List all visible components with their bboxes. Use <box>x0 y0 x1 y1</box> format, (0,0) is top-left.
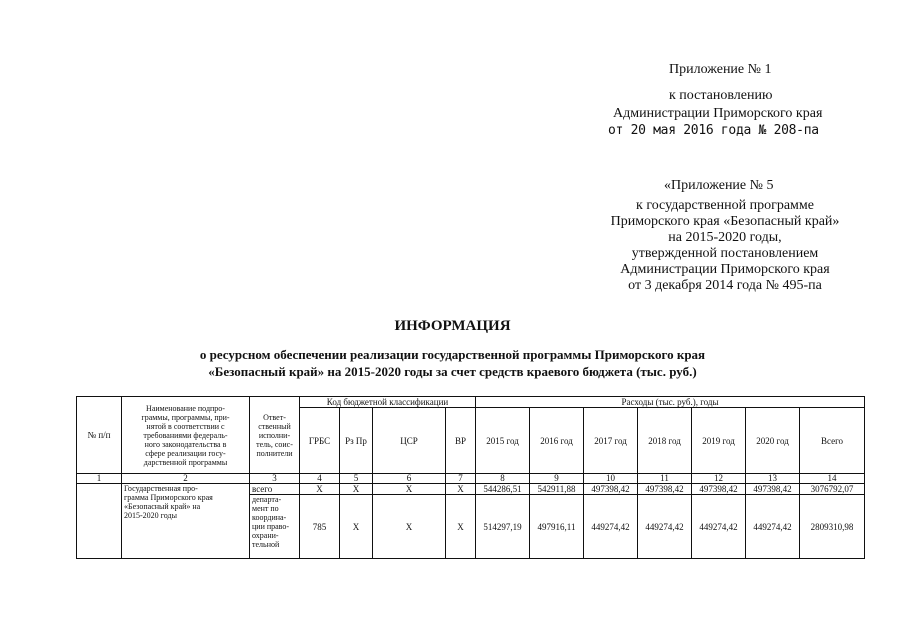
appendix-5-line: от 3 декабря 2014 года № 495-па <box>628 278 822 293</box>
column-number: 9 <box>530 474 584 484</box>
header-rzpr: Рз Пр <box>340 408 373 474</box>
column-number: 14 <box>800 474 865 484</box>
header-year-2017: 2017 год <box>584 408 638 474</box>
csr-cell: X <box>373 484 446 495</box>
value-cell: 497398,42 <box>692 484 746 495</box>
rzpr-cell: X <box>340 484 373 495</box>
header-year-2016: 2016 год <box>530 408 584 474</box>
column-number: 10 <box>584 474 638 484</box>
column-number: 3 <box>250 474 300 484</box>
column-number: 13 <box>746 474 800 484</box>
responsible-department-cell: департа- мент по координа- ции право- охрани- тельной <box>250 495 300 559</box>
grbs-cell: 785 <box>300 495 340 559</box>
document-subtitle-line-1: о ресурсном обеспечении реализации государственной программы Приморского края <box>199 347 706 362</box>
value-cell: 497398,42 <box>584 484 638 495</box>
header-total: Всего <box>800 408 865 474</box>
column-number: 1 <box>77 474 122 484</box>
column-number: 8 <box>476 474 530 484</box>
header-year-2018: 2018 год <box>638 408 692 474</box>
appendix-5-label: «Приложение № 5 <box>664 178 774 193</box>
csr-cell: X <box>373 495 446 559</box>
row-num-cell <box>77 484 122 559</box>
column-number: 4 <box>300 474 340 484</box>
appendix-5-line: утвержденной постановлением <box>631 246 819 261</box>
value-cell: 449274,42 <box>584 495 638 559</box>
document-subtitle-line-2: «Безопасный край» на 2015-2020 годы за счет средств краевого бюджета (тыс. руб.) <box>208 364 697 379</box>
header-responsible: Ответ- ственный исполни- тель, соис- полнители <box>250 397 300 474</box>
value-cell: 497398,42 <box>638 484 692 495</box>
header-vr: ВР <box>446 408 476 474</box>
header-year-2019: 2019 год <box>692 408 746 474</box>
appendix-5-line: Приморского края «Безопасный край» <box>610 214 840 229</box>
value-cell: 514297,19 <box>476 495 530 559</box>
header-expenses: Расходы (тыс. руб.), годы <box>476 397 865 408</box>
header-budget-code: Код бюджетной классификации <box>300 397 476 408</box>
rzpr-cell: X <box>340 495 373 559</box>
document-title: ИНФОРМАЦИЯ <box>394 318 511 334</box>
value-cell: 449274,42 <box>746 495 800 559</box>
appendix-5-details <box>590 198 860 294</box>
appendix-5-line: на 2015-2020 годы, <box>668 230 782 245</box>
column-number: 5 <box>340 474 373 484</box>
grbs-cell: X <box>300 484 340 495</box>
table-row <box>77 484 865 495</box>
value-cell: 497916,11 <box>530 495 584 559</box>
resource-table <box>76 396 865 559</box>
program-name-cell: Государственная про- грамма Приморского края «Безопасный край» на 2015-2020 годы <box>122 484 250 559</box>
header-year-2015: 2015 год <box>476 408 530 474</box>
column-number: 6 <box>373 474 446 484</box>
appendix-5-line: Администрации Приморского края <box>620 262 830 277</box>
column-number: 7 <box>446 474 476 484</box>
value-cell: 497398,42 <box>746 484 800 495</box>
appendix-1-label: Приложение № 1 <box>669 62 772 77</box>
value-cell: 2809310,98 <box>800 495 865 559</box>
value-cell: 449274,42 <box>638 495 692 559</box>
appendix-5-line: к государственной программе <box>636 198 814 213</box>
to-resolution-label: к постановлению <box>669 88 773 103</box>
header-year-2020: 2020 год <box>746 408 800 474</box>
resolution-date: от 20 мая 2016 года № 208-па <box>608 123 819 138</box>
value-cell: 542911,88 <box>530 484 584 495</box>
vr-cell: X <box>446 484 476 495</box>
header-num: № п/п <box>77 397 122 474</box>
value-cell: 3076792,07 <box>800 484 865 495</box>
column-number: 11 <box>638 474 692 484</box>
column-number-row <box>77 474 865 484</box>
administration-label: Администрации Приморского края <box>613 106 823 121</box>
header-csr: ЦСР <box>373 408 446 474</box>
header-program-name: Наименование подпро- граммы, программы, при- нятой в соответствии с требованиями федераль- ного законодательства в сфере реализации госу- дарственной программы <box>122 397 250 474</box>
value-cell: 449274,42 <box>692 495 746 559</box>
value-cell: 544286,51 <box>476 484 530 495</box>
header-grbs: ГРБС <box>300 408 340 474</box>
responsible-total-cell: всего <box>250 484 300 495</box>
vr-cell: X <box>446 495 476 559</box>
column-number: 12 <box>692 474 746 484</box>
column-number: 2 <box>122 474 250 484</box>
